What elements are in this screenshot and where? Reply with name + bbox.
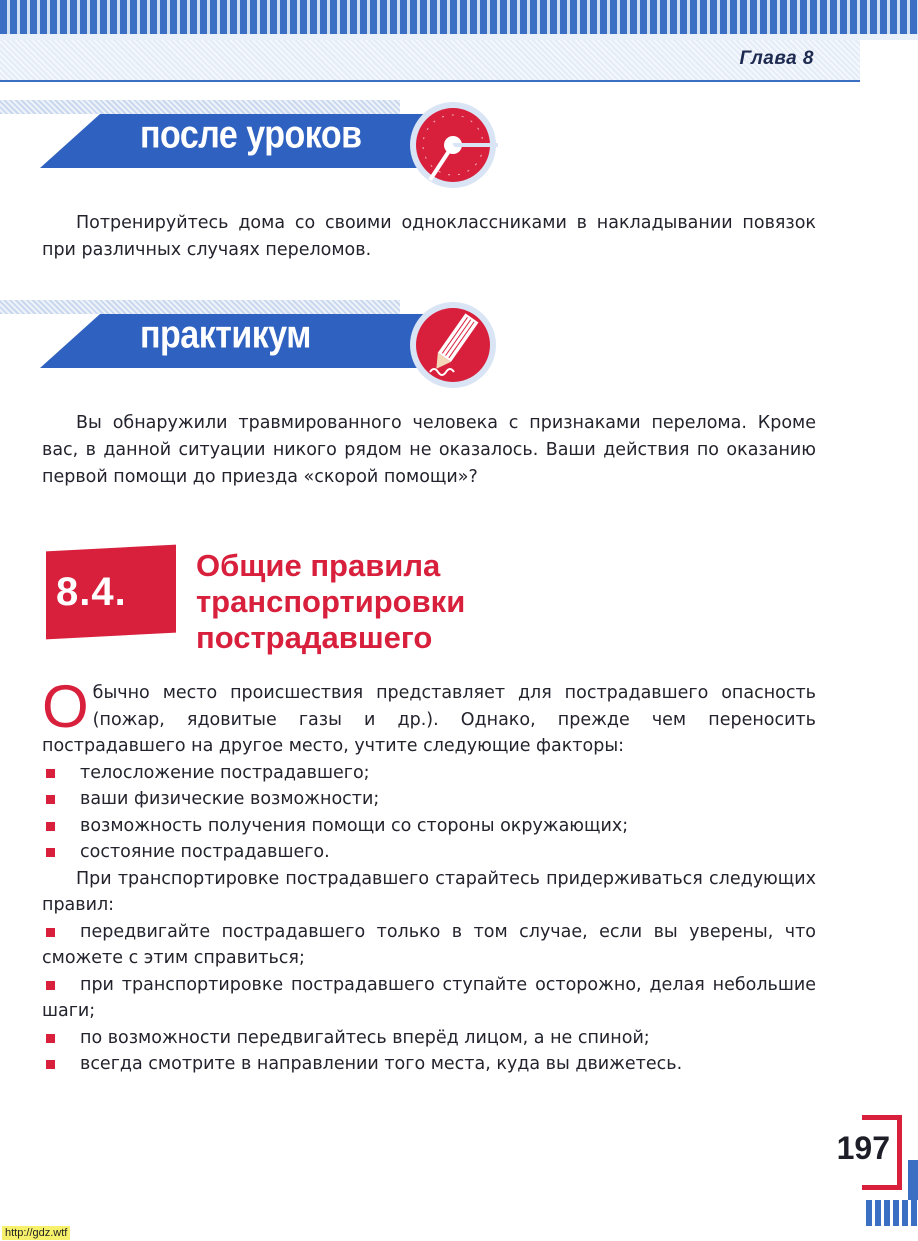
practicum-text: Вы обнаружили травмированного человека с признаками перелома. Кроме вас, в данной ситуации никого рядом не оказалось. Ваши действия по оказанию первой помощи до приезда «скорой помощи»? (42, 413, 816, 487)
banner-dots (0, 100, 400, 114)
section-body (42, 673, 816, 1078)
page-number: 197 (836, 1130, 890, 1166)
chapter-title: Глава 8 (739, 48, 814, 69)
after-lessons-banner (0, 100, 520, 170)
after-lessons-text: Потренируйтесь дома со своими одноклассниками в накладывании повязок при различных случаях переломов. (42, 213, 816, 260)
side-stripe (908, 1160, 918, 1200)
practicum-banner (0, 300, 520, 370)
header-rule (0, 80, 860, 82)
section-title-line: Общие правила (196, 548, 441, 583)
factors-list (42, 760, 816, 866)
header-band (0, 40, 860, 80)
list-item: при транспортировке пострадавшего ступайте осторожно, делая небольшие шаги; (42, 972, 816, 1025)
after-lessons-label: после уроков (140, 113, 362, 157)
list-item: телосложение пострадавшего; (42, 760, 816, 787)
section-title (196, 548, 596, 656)
section-title-line: транспортировки (196, 584, 466, 619)
watermark-link[interactable]: http://gdz.wtf (2, 1226, 70, 1240)
practicum-label: практикум (140, 313, 311, 357)
dropcap: О (42, 673, 89, 740)
section-number: 8.4. (56, 570, 127, 614)
section-title-line: пострадавшего (196, 620, 433, 655)
list-item: состояние пострадавшего. (42, 839, 816, 866)
list-item: ваши физические возможности; (42, 786, 816, 813)
rules-intro: При транспортировке пострадавшего старайтесь придерживаться следующих правил: (42, 868, 816, 915)
banner-dots (0, 300, 400, 314)
list-item: по возможности передвигайтесь вперёд лицом, а не спиной; (42, 1025, 816, 1052)
pencil-icon (408, 300, 498, 390)
list-item: всегда смотрите в направлении того места, куда вы движетесь. (42, 1051, 816, 1078)
list-item: передвигайте пострадавшего только в том случае, если вы уверены, что сможете с этим справиться; (42, 919, 816, 972)
clock-icon (408, 100, 498, 190)
list-item: возможность получения помощи со стороны окружающих; (42, 813, 816, 840)
top-decorative-stripes (0, 0, 918, 40)
intro-paragraph: Обычно место происшествия представляет для пострадавшего опасность (пожар, ядовитые газы и др.). Однако, прежде чем переносить пострадавшего на другое место, учтите следующие факторы: (42, 673, 816, 756)
bottom-decorative-stripes (866, 1200, 918, 1226)
rules-list (42, 919, 816, 1078)
